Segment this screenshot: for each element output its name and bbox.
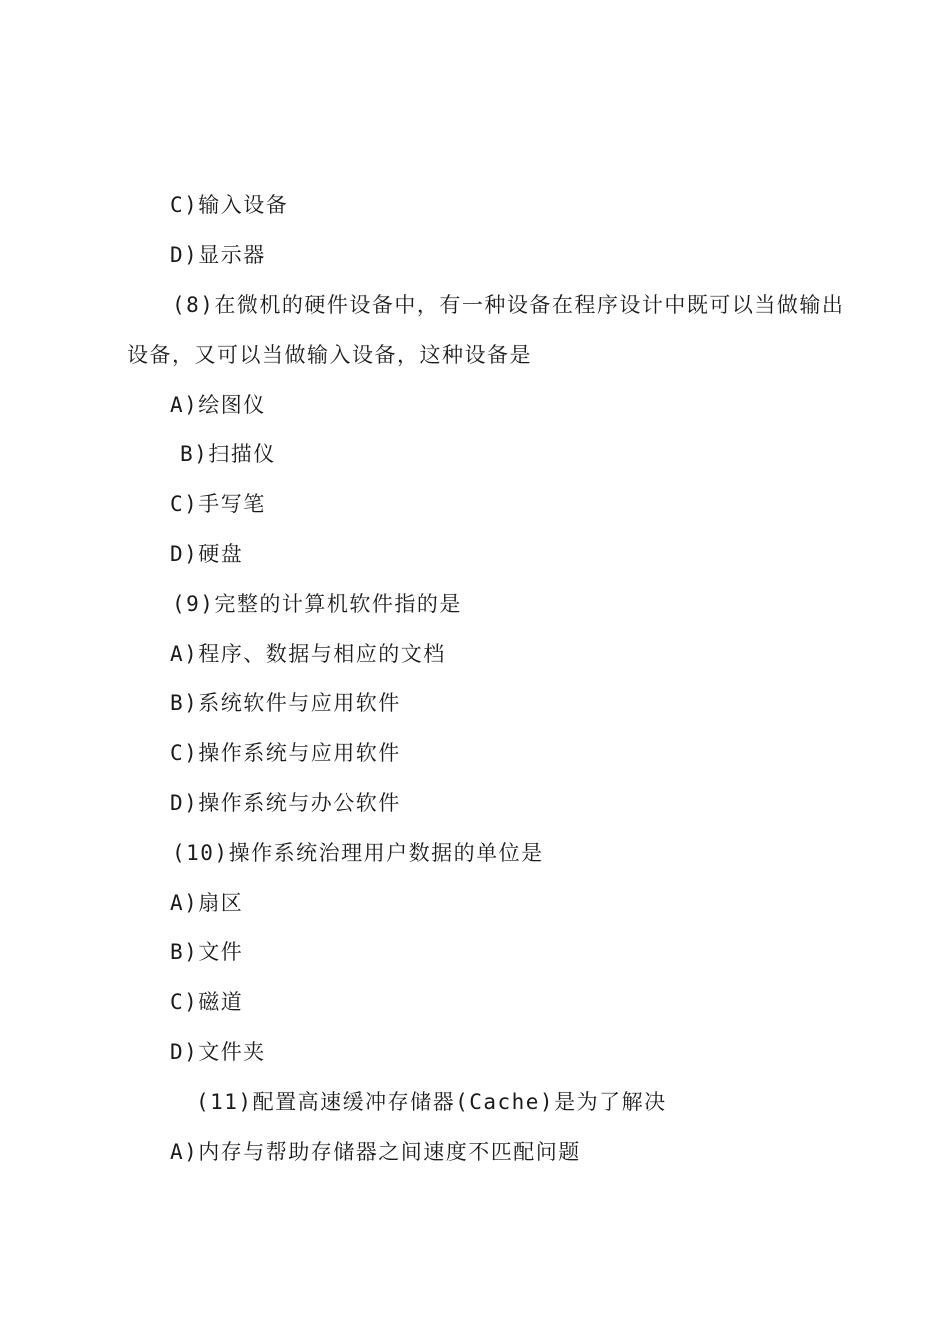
- option-d-q9: D)操作系统与办公软件: [170, 791, 401, 815]
- option-b-q8: B)扫描仪: [180, 442, 276, 466]
- option-d-q8: D)硬盘: [170, 542, 244, 566]
- option-a-q10: A)扇区: [170, 891, 244, 915]
- question-11: (11)配置高速缓冲存储器(Cache)是为了解决: [196, 1090, 667, 1114]
- option-a-q8: A)绘图仪: [170, 393, 266, 417]
- option-a-q9: A)程序、数据与相应的文档: [170, 642, 446, 666]
- option-d-q10: D)文件夹: [170, 1040, 266, 1064]
- option-c-q7: C)输入设备: [170, 193, 289, 217]
- option-c-q8: C)手写笔: [170, 492, 266, 516]
- question-8: (8)在微机的硬件设备中，有一种设备在程序设计中既可以当做输出: [172, 293, 845, 317]
- question-8-continuation: 设备，又可以当做输入设备，这种设备是: [127, 343, 532, 367]
- option-b-q9: B)系统软件与应用软件: [170, 691, 401, 715]
- question-9: (9)完整的计算机软件指的是: [172, 592, 462, 616]
- option-c-q10: C)磁道: [170, 990, 244, 1014]
- option-d-q7: D)显示器: [170, 243, 266, 267]
- option-c-q9: C)操作系统与应用软件: [170, 741, 401, 765]
- option-b-q10: B)文件: [170, 940, 244, 964]
- question-10: (10)操作系统治理用户数据的单位是: [172, 841, 544, 865]
- option-a-q11: A)内存与帮助存储器之间速度不匹配问题: [170, 1140, 581, 1164]
